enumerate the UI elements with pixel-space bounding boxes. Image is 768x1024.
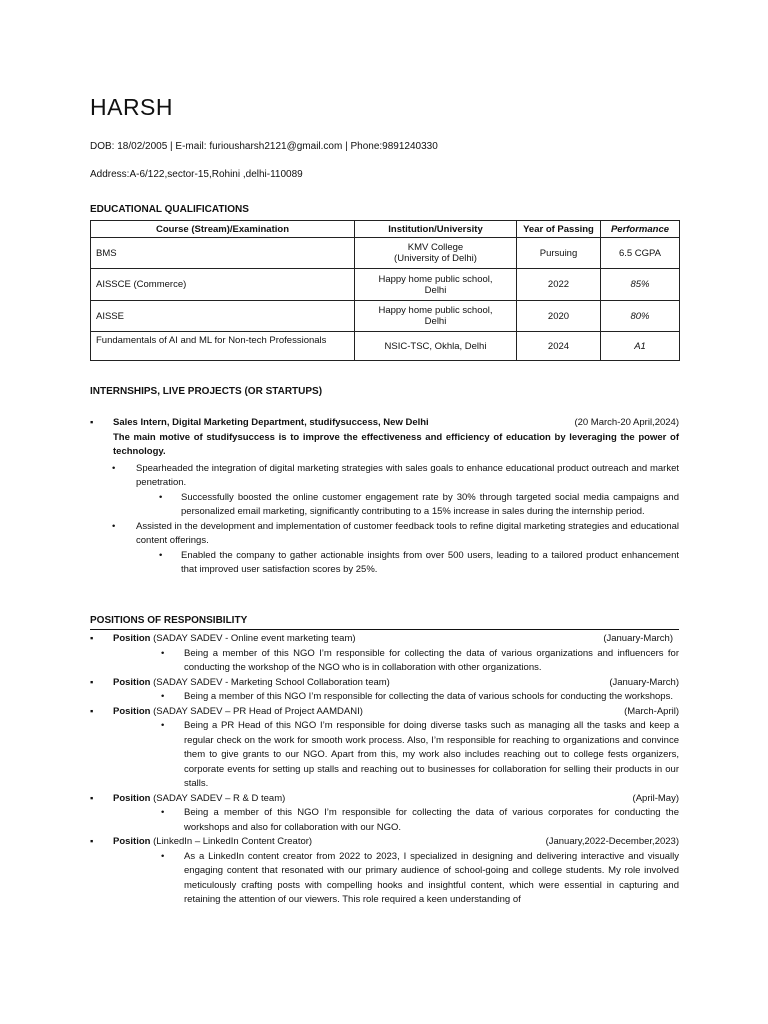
bullet-marker: • [161, 720, 165, 731]
education-heading: EDUCATIONAL QUALIFICATIONS [90, 204, 249, 215]
course-cell: AISSCE (Commerce) [91, 269, 355, 301]
performance-cell: 80% [601, 301, 680, 332]
institution-line: KMV College [407, 242, 464, 253]
bullet-marker: ▪ [90, 676, 94, 688]
column-header-institution: Institution/University [355, 221, 517, 238]
position-org: (SADAY SADEV – PR Head of Project AAMDANI) [153, 705, 363, 717]
bullet-marker: • [112, 462, 116, 474]
contact-line: DOB: 18/02/2005 | E-mail: furiousharsh2121@gmail.com | Phone:9891240330 [90, 141, 438, 152]
internship-point-text: Spearheaded the integration of digital marketing strategies with sales goals to enhance educational product outreach and market penetration. [136, 462, 679, 488]
year-cell: Pursuing [517, 238, 601, 269]
position-description [90, 690, 679, 705]
bullet-marker: • [159, 491, 163, 503]
position-dates: (January-March) [603, 633, 673, 644]
position-dates: (January-March) [609, 676, 679, 688]
institution-cell [355, 238, 517, 269]
institution-line: Delhi [424, 284, 447, 296]
position-description-text: Being a member of this NGO I’m responsible for collecting the data of various corporates for conducting the workshops and also for collaboration with our NGO. [184, 807, 679, 833]
position-description-text: As a LinkedIn content creator from 2022 to 2023, I specialized in designing and delivering interactive and visually engaging content that resonated with our primary audience of school-going and college students. My role involved meticulously crafting posts with compelling hooks and insightful content, which were essential in capturing and retaining the attention of our viewers. This role required a keen understanding of [184, 850, 679, 905]
position-label: Position [113, 676, 151, 688]
position-dates: (March-April) [624, 705, 679, 717]
performance-cell: 6.5 CGPA [601, 238, 680, 269]
education-row [91, 238, 680, 269]
internship-subpoint-text: Enabled the company to gather actionable insights from over 500 users, leading to a tailored product enhancement that improved user satisfaction scores by 25%. [181, 549, 679, 575]
internship-entry [90, 416, 679, 578]
bullet-marker: • [159, 549, 163, 561]
position-description [90, 719, 679, 792]
position-description-text: Being a member of this NGO I’m responsible for collecting the data of various schools for conducting the workshops. [184, 691, 673, 702]
course-cell: BMS [91, 238, 355, 269]
position-description-text: Being a PR Head of this NGO I’m responsible for doing diverse tasks such as managing all the tasks and keep a regular check on the work for smooth work process. Also, I’m responsible for reaching to organizations and convince them to give grants to our NGO. Apart from this, my work also includes reaching out to college fests organizers, corporate events for setting up stalls and reaching out to businesses for collaboration for selling their products in our stalls. [184, 720, 679, 789]
position-label: Position [113, 633, 151, 644]
institution-line: Happy home public school, [378, 305, 493, 316]
course-cell: AISSE [91, 301, 355, 332]
institution-line: Delhi [424, 316, 447, 327]
bullet-marker: • [161, 691, 165, 702]
institution-cell: NSIC-TSC, Okhla, Delhi [355, 332, 517, 361]
position-org: (LinkedIn – LinkedIn Content Creator) [153, 836, 313, 847]
internship-motive: The main motive of studifysuccess is to improve the effectiveness and efficiency of education by leveraging the power of technology. [113, 431, 679, 457]
column-header-year: Year of Passing [517, 221, 601, 238]
internship-subpoint-text: Successfully boosted the online customer engagement rate by 30% through targeted social media campaigns and personalized email marketing, significantly contributing to a 15% increase in sales during the internship period. [181, 491, 679, 517]
internship-point [90, 520, 679, 549]
internship-subpoint [90, 549, 679, 578]
position-label: Position [113, 792, 151, 804]
position-entry [90, 632, 679, 647]
position-entry [90, 792, 679, 807]
candidate-name: HARSH [90, 94, 174, 120]
institution-line: Happy home public school, [378, 273, 493, 285]
bullet-marker: • [161, 850, 165, 862]
course-cell: Fundamentals of AI and ML for Non-tech Professionals [91, 332, 355, 361]
positions-list [90, 632, 679, 908]
institution-cell [355, 269, 517, 301]
internship-dates: (20 March-20 April,2024) [574, 417, 679, 428]
position-label: Position [113, 836, 151, 847]
position-description-text: Being a member of this NGO I’m responsible for collecting the data of various organizations and influencers for conducting the workshop of the NGO who is in collaboration with other organizations. [184, 647, 679, 673]
position-org: (SADAY SADEV - Online event marketing team) [153, 633, 356, 644]
education-table [90, 220, 680, 361]
internship-point [90, 462, 679, 491]
bullet-marker: • [161, 807, 165, 818]
position-dates: (April-May) [632, 792, 679, 804]
position-org: (SADAY SADEV - Marketing School Collaboration team) [153, 676, 390, 688]
institution-line: (University of Delhi) [394, 253, 477, 264]
bullet-marker: ▪ [90, 836, 94, 847]
position-org: (SADAY SADEV – R & D team) [153, 792, 286, 804]
column-header-course: Course (Stream)/Examination [91, 221, 355, 238]
position-description [90, 806, 679, 835]
internship-role: Sales Intern, Digital Marketing Department, studifysuccess, New Delhi [113, 417, 429, 428]
bullet-marker: • [161, 647, 165, 659]
year-cell: 2020 [517, 301, 601, 332]
positions-heading: POSITIONS OF RESPONSIBILITY [90, 615, 248, 626]
year-cell: 2022 [517, 269, 601, 301]
education-row [91, 269, 680, 301]
position-description [90, 850, 679, 908]
bullet-marker: ▪ [90, 417, 94, 428]
education-row [91, 332, 680, 361]
institution-cell [355, 301, 517, 332]
bullet-marker: • [112, 520, 116, 532]
position-entry [90, 676, 679, 691]
address-line: Address:A-6/122,sector-15,Rohini ,delhi-110089 [90, 169, 303, 180]
position-entry [90, 705, 679, 720]
position-label: Position [113, 705, 151, 717]
bullet-marker: ▪ [90, 633, 94, 644]
internship-point-text: Assisted in the development and implementation of customer feedback tools to refine digital marketing strategies and educational content offerings. [136, 520, 679, 546]
bullet-marker: ▪ [90, 792, 94, 804]
column-header-performance: Performance [601, 221, 680, 238]
position-dates: (January,2022-December,2023) [545, 836, 679, 847]
education-row [91, 301, 680, 332]
position-entry [90, 835, 679, 850]
internships-heading: INTERNSHIPS, LIVE PROJECTS (OR STARTUPS) [90, 386, 323, 397]
position-description [90, 647, 679, 676]
internship-subpoint [90, 491, 679, 520]
year-cell: 2024 [517, 332, 601, 361]
education-header-row [91, 221, 680, 238]
bullet-marker: ▪ [90, 705, 94, 717]
section-divider [90, 629, 679, 630]
performance-cell: 85% [601, 269, 680, 301]
performance-cell: A1 [601, 332, 680, 361]
